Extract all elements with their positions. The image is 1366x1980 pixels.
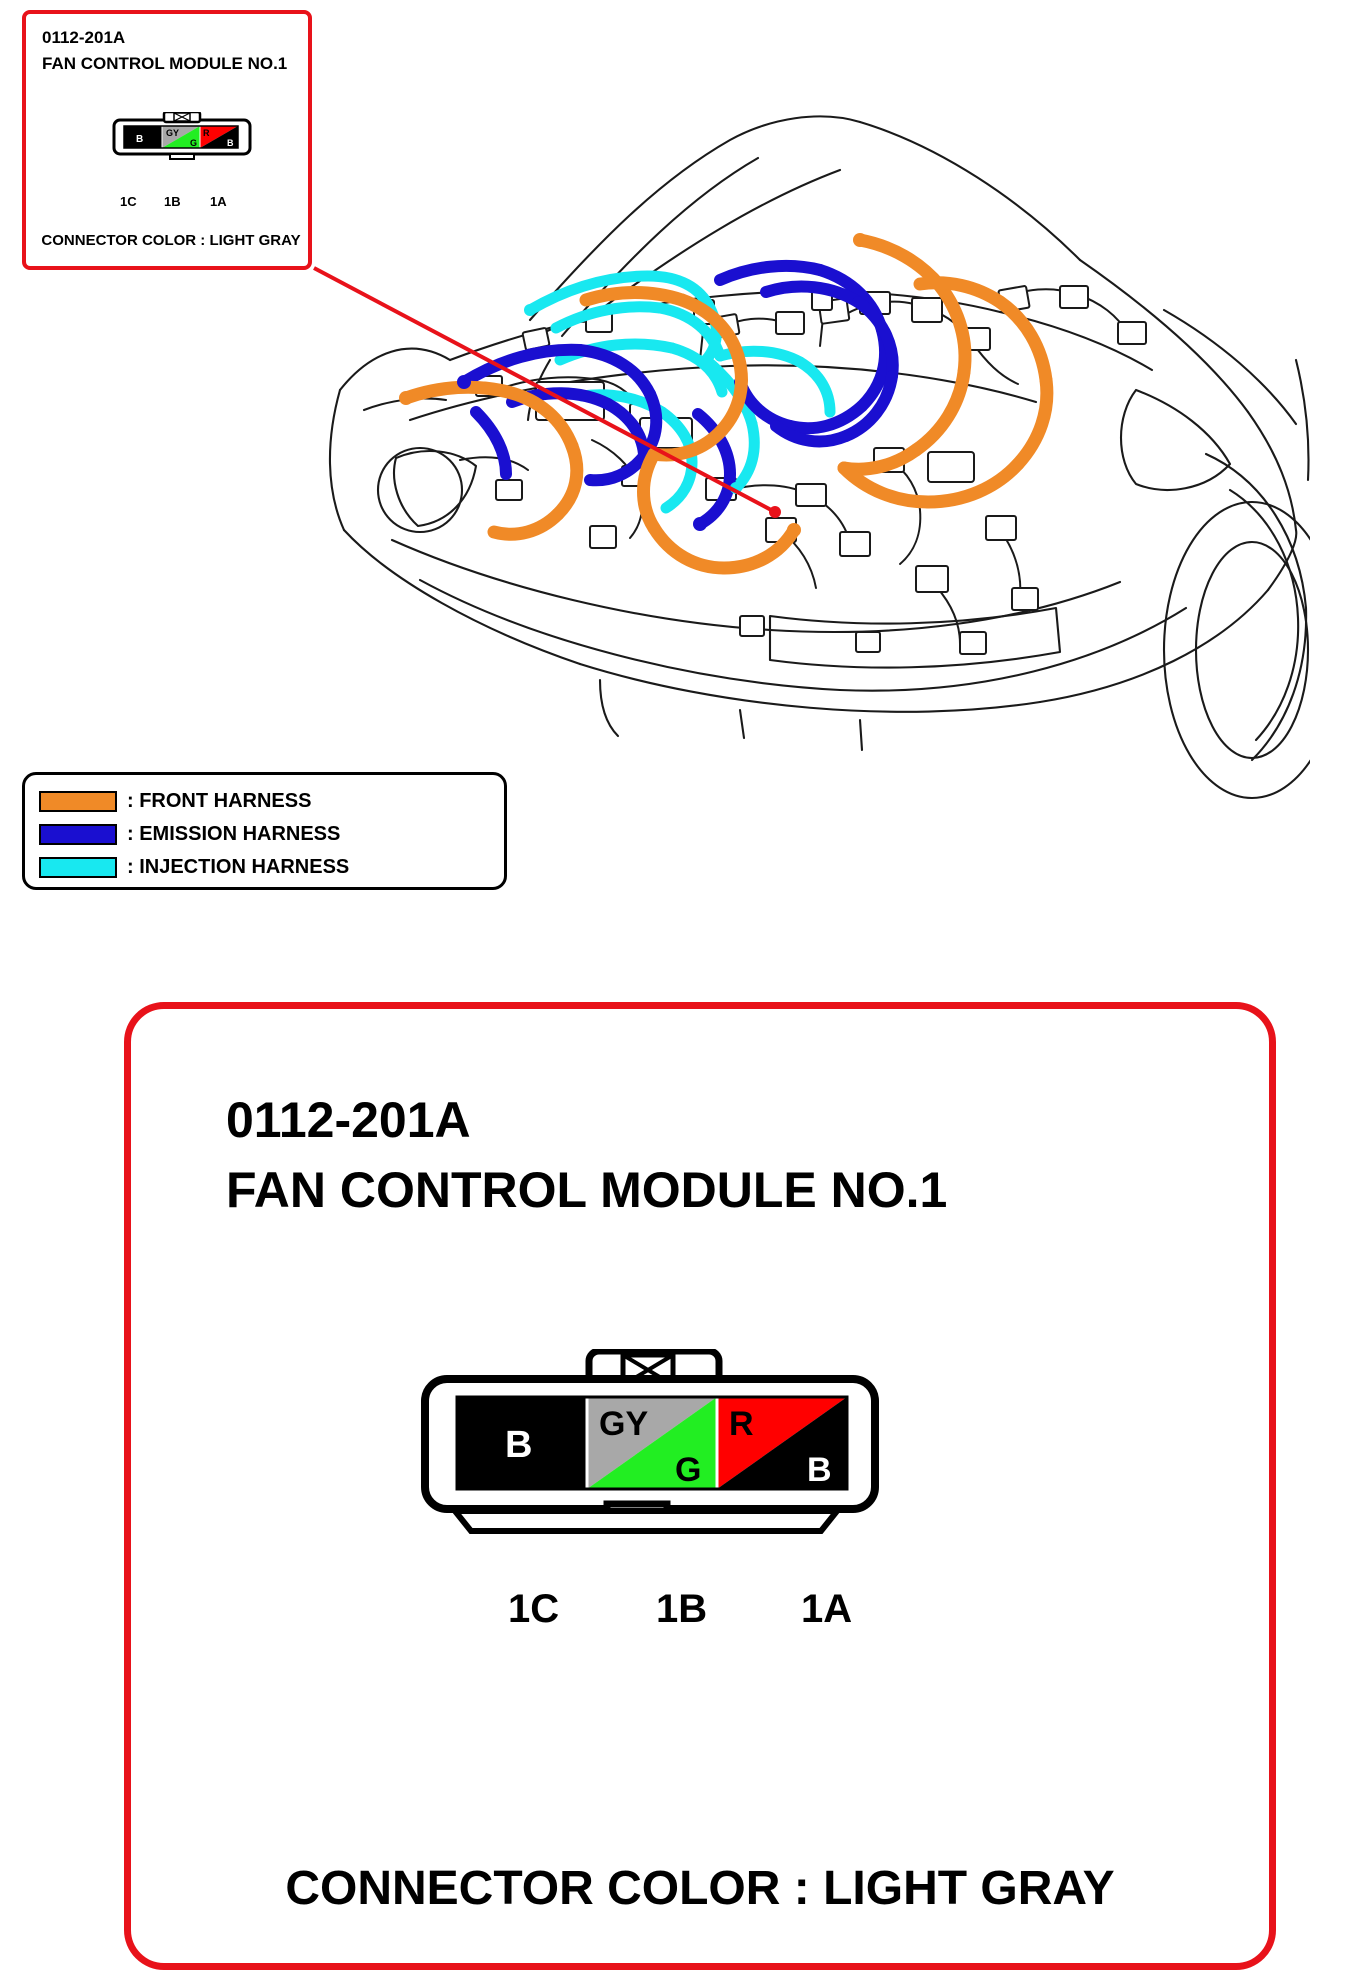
svg-text:GY: GY bbox=[166, 128, 180, 138]
legend-item-injection-harness bbox=[39, 853, 349, 881]
legend-label-injection-harness: : INJECTION HARNESS bbox=[127, 855, 350, 878]
small-callout-title: FAN CONTROL MODULE NO.1 bbox=[42, 54, 288, 73]
legend-swatch-front-harness bbox=[39, 791, 117, 812]
small-connector-color-text: CONNECTOR COLOR : LIGHT GRAY bbox=[41, 232, 301, 249]
small-pin-label-1a: 1A bbox=[210, 194, 227, 209]
harness-legend bbox=[22, 772, 507, 890]
small-pin-label-1b: 1B bbox=[164, 194, 181, 209]
small-connector-diagram bbox=[112, 112, 252, 160]
svg-text:B: B bbox=[807, 1451, 832, 1489]
legend-swatch-emission-harness bbox=[39, 824, 117, 845]
legend-item-front-harness bbox=[39, 787, 311, 815]
large-pin-label-1c: 1C bbox=[508, 1587, 560, 1631]
legend-item-emission-harness bbox=[39, 820, 340, 848]
large-connector-pin-labels bbox=[411, 1587, 911, 1633]
small-callout-code: 0112-201A bbox=[42, 28, 126, 47]
large-callout-code: 0112-201A bbox=[226, 1092, 471, 1148]
svg-text:G: G bbox=[190, 138, 198, 148]
large-pin-label-1b: 1B bbox=[656, 1587, 708, 1631]
svg-text:G: G bbox=[675, 1451, 702, 1489]
svg-text:B: B bbox=[136, 134, 144, 145]
small-callout-box bbox=[22, 10, 312, 270]
svg-text:R: R bbox=[203, 128, 210, 138]
legend-label-emission-harness: : EMISSION HARNESS bbox=[127, 822, 341, 845]
large-callout-box bbox=[124, 1002, 1276, 1970]
small-connector-pin-labels bbox=[112, 194, 252, 212]
large-pin-label-1a: 1A bbox=[801, 1587, 853, 1631]
svg-text:B: B bbox=[505, 1424, 533, 1466]
svg-text:GY: GY bbox=[599, 1405, 649, 1443]
legend-swatch-injection-harness bbox=[39, 857, 117, 878]
large-connector-diagram bbox=[411, 1349, 911, 1569]
large-callout-title: FAN CONTROL MODULE NO.1 bbox=[226, 1162, 948, 1218]
svg-text:B: B bbox=[227, 138, 234, 148]
svg-text:R: R bbox=[729, 1405, 754, 1443]
small-pin-label-1c: 1C bbox=[120, 194, 137, 209]
vehicle-engine-bay-illustration bbox=[300, 60, 1310, 820]
large-connector-color-text: CONNECTOR COLOR : LIGHT GRAY bbox=[285, 1862, 1115, 1915]
legend-label-front-harness: : FRONT HARNESS bbox=[127, 789, 312, 812]
